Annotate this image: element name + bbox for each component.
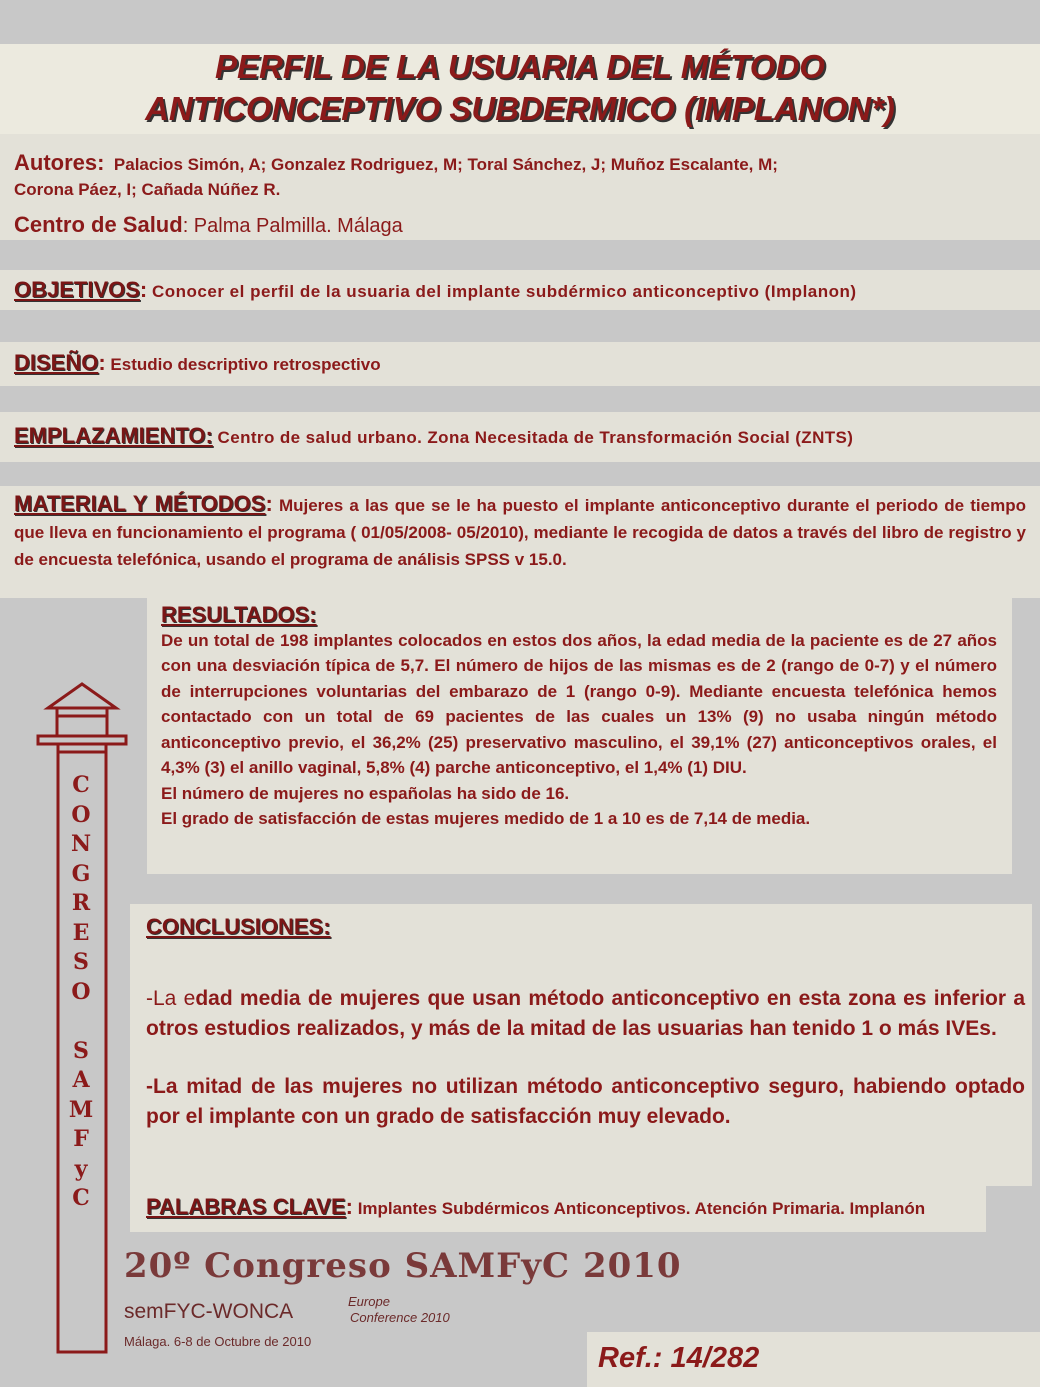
material-colon: : — [265, 491, 273, 516]
center-block — [14, 212, 403, 238]
congress-date: Málaga. 6-8 de Octubre de 2010 — [124, 1334, 312, 1349]
diseno-colon: : — [98, 350, 106, 375]
center-label: Centro de Salud — [14, 212, 183, 237]
authors-block — [14, 150, 1029, 202]
emplazamiento-text: Centro de salud urbano. Zona Necesitada de Transformación Social (ZNTS) — [217, 428, 854, 447]
conclusiones-block — [146, 912, 1025, 1132]
congress-title: 20º Congreso SAMFyC 2010 — [124, 1246, 682, 1286]
objetivos-block — [14, 276, 1026, 305]
conclusiones-p1-prefix: -La e — [146, 987, 196, 1010]
vertical-letter: O — [71, 978, 91, 1005]
conclusiones-p2: -La mitad de las mujeres no utilizan método anticonceptivo seguro, habiendo optado por el implante con un grado de satisfacción muy elevado. — [146, 1075, 1025, 1128]
vertical-letter: C — [72, 1185, 90, 1211]
objetivos-label: OBJETIVOS — [14, 277, 140, 302]
palabras-label: PALABRAS CLAVE — [146, 1194, 346, 1219]
vertical-letter: y — [74, 1155, 88, 1182]
diseno-label: DISEÑO — [14, 350, 99, 375]
vertical-letter: C — [72, 772, 90, 798]
europe-label: Europe — [348, 1294, 390, 1309]
title-line-1: PERFIL DE LA USUARIA DEL MÉTODO — [215, 48, 825, 85]
resultados-p2: El número de mujeres no españolas ha sido de 16. — [161, 783, 570, 803]
resultados-p1: De un total de 198 implantes colocados en estos dos años, la edad media de la paciente es de 27 años con una desviación típica de 5,7. El número de hijos de las mismas es de 2 (rango de 0-7) y el número de interrupciones voluntarias del embarazo de 1 (rango 0-9). Mediante encuesta telefónica hemos contactado con un total de 69 pacientes de las cuales un 13% (9) no usaba ningún método anticonceptivo previo, el 36,2% (25) preservativo masculino, el 39,1% (27) anticonceptivos orales, el 4,3% (3) el anillo vaginal, 5,8% (4) parche anticonceptivo, el 1,4% (1) DIU. — [161, 630, 997, 777]
emplazamiento-block — [14, 422, 1026, 451]
conference-label: Conference 2010 — [350, 1310, 450, 1325]
semfyc-label: semFYC-WONCA — [124, 1300, 294, 1323]
resultados-p3: El grado de satisfacción de estas mujeres medido de 1 a 10 es de 7,14 de media. — [161, 809, 811, 828]
conclusiones-p1 — [146, 984, 1025, 1044]
vertical-letter: M — [68, 1096, 94, 1123]
vertical-letter: A — [72, 1067, 90, 1093]
palabras-colon: : — [345, 1194, 353, 1219]
resultados-label: RESULTADOS: — [161, 602, 317, 627]
palabras-text: Implantes Subdérmicos Anticonceptivos. Atención Primaria. Implanón — [357, 1199, 926, 1218]
resultados-block — [161, 602, 997, 832]
vertical-letter: E — [72, 919, 90, 946]
palabras-block — [146, 1192, 976, 1223]
conclusiones-p1-text: dad media de mujeres que usan método anticonceptivo en esta zona es inferior a otros estudios realizados, y más de la mitad de las usuarias han tenido 1 o más IVEs. — [146, 987, 1025, 1040]
conclusiones-label: CONCLUSIONES: — [146, 914, 331, 939]
diseno-block — [14, 350, 381, 376]
material-text: Mujeres a las que se le ha puesto el implante anticonceptivo durante el periodo de tiempo que lleva en funcionamiento el programa ( 01/05/2008- 05/2010), mediante le recogida de datos a través del libro de registro y de encuesta telefónica, usando el programa de análisis SPSS v 15.0. — [14, 496, 1026, 569]
diseno-text: Estudio descriptivo retrospectivo — [110, 355, 381, 374]
vertical-letter: N — [70, 831, 92, 857]
center-value: : Palma Palmilla. Málaga — [182, 215, 403, 237]
objetivos-colon: : — [139, 277, 148, 302]
authors-label: Autores: — [14, 150, 105, 175]
vertical-letter: G — [71, 860, 91, 887]
material-label: MATERIAL Y MÉTODOS — [14, 491, 266, 516]
vertical-letter: O — [71, 801, 91, 828]
material-block — [14, 490, 1026, 573]
vertical-letter: S — [73, 1037, 89, 1064]
authors-line-1: Palacios Simón, A; Gonzalez Rodriguez, M; Toral Sánchez, J; Muñoz Escalante, M; — [113, 155, 778, 174]
authors-line-2: Corona Páez, I; Cañada Núñez R. — [14, 180, 281, 199]
title-banner — [0, 44, 1040, 134]
vertical-letter: F — [73, 1126, 89, 1152]
ref-number: Ref.: 14/282 — [598, 1342, 760, 1374]
top-band — [0, 0, 1040, 44]
vertical-letter: R — [71, 890, 91, 916]
vertical-letter: S — [73, 949, 89, 975]
objetivos-text: Conocer el perfil de la usuaria del implante subdérmico anticonceptivo (Implanon) — [151, 282, 857, 301]
title-line-2: ANTICONCEPTIVO SUBDERMICO (IMPLANON*) — [145, 90, 895, 127]
emplazamiento-label: EMPLAZAMIENTO: — [14, 423, 213, 448]
divider-band — [0, 240, 1040, 270]
